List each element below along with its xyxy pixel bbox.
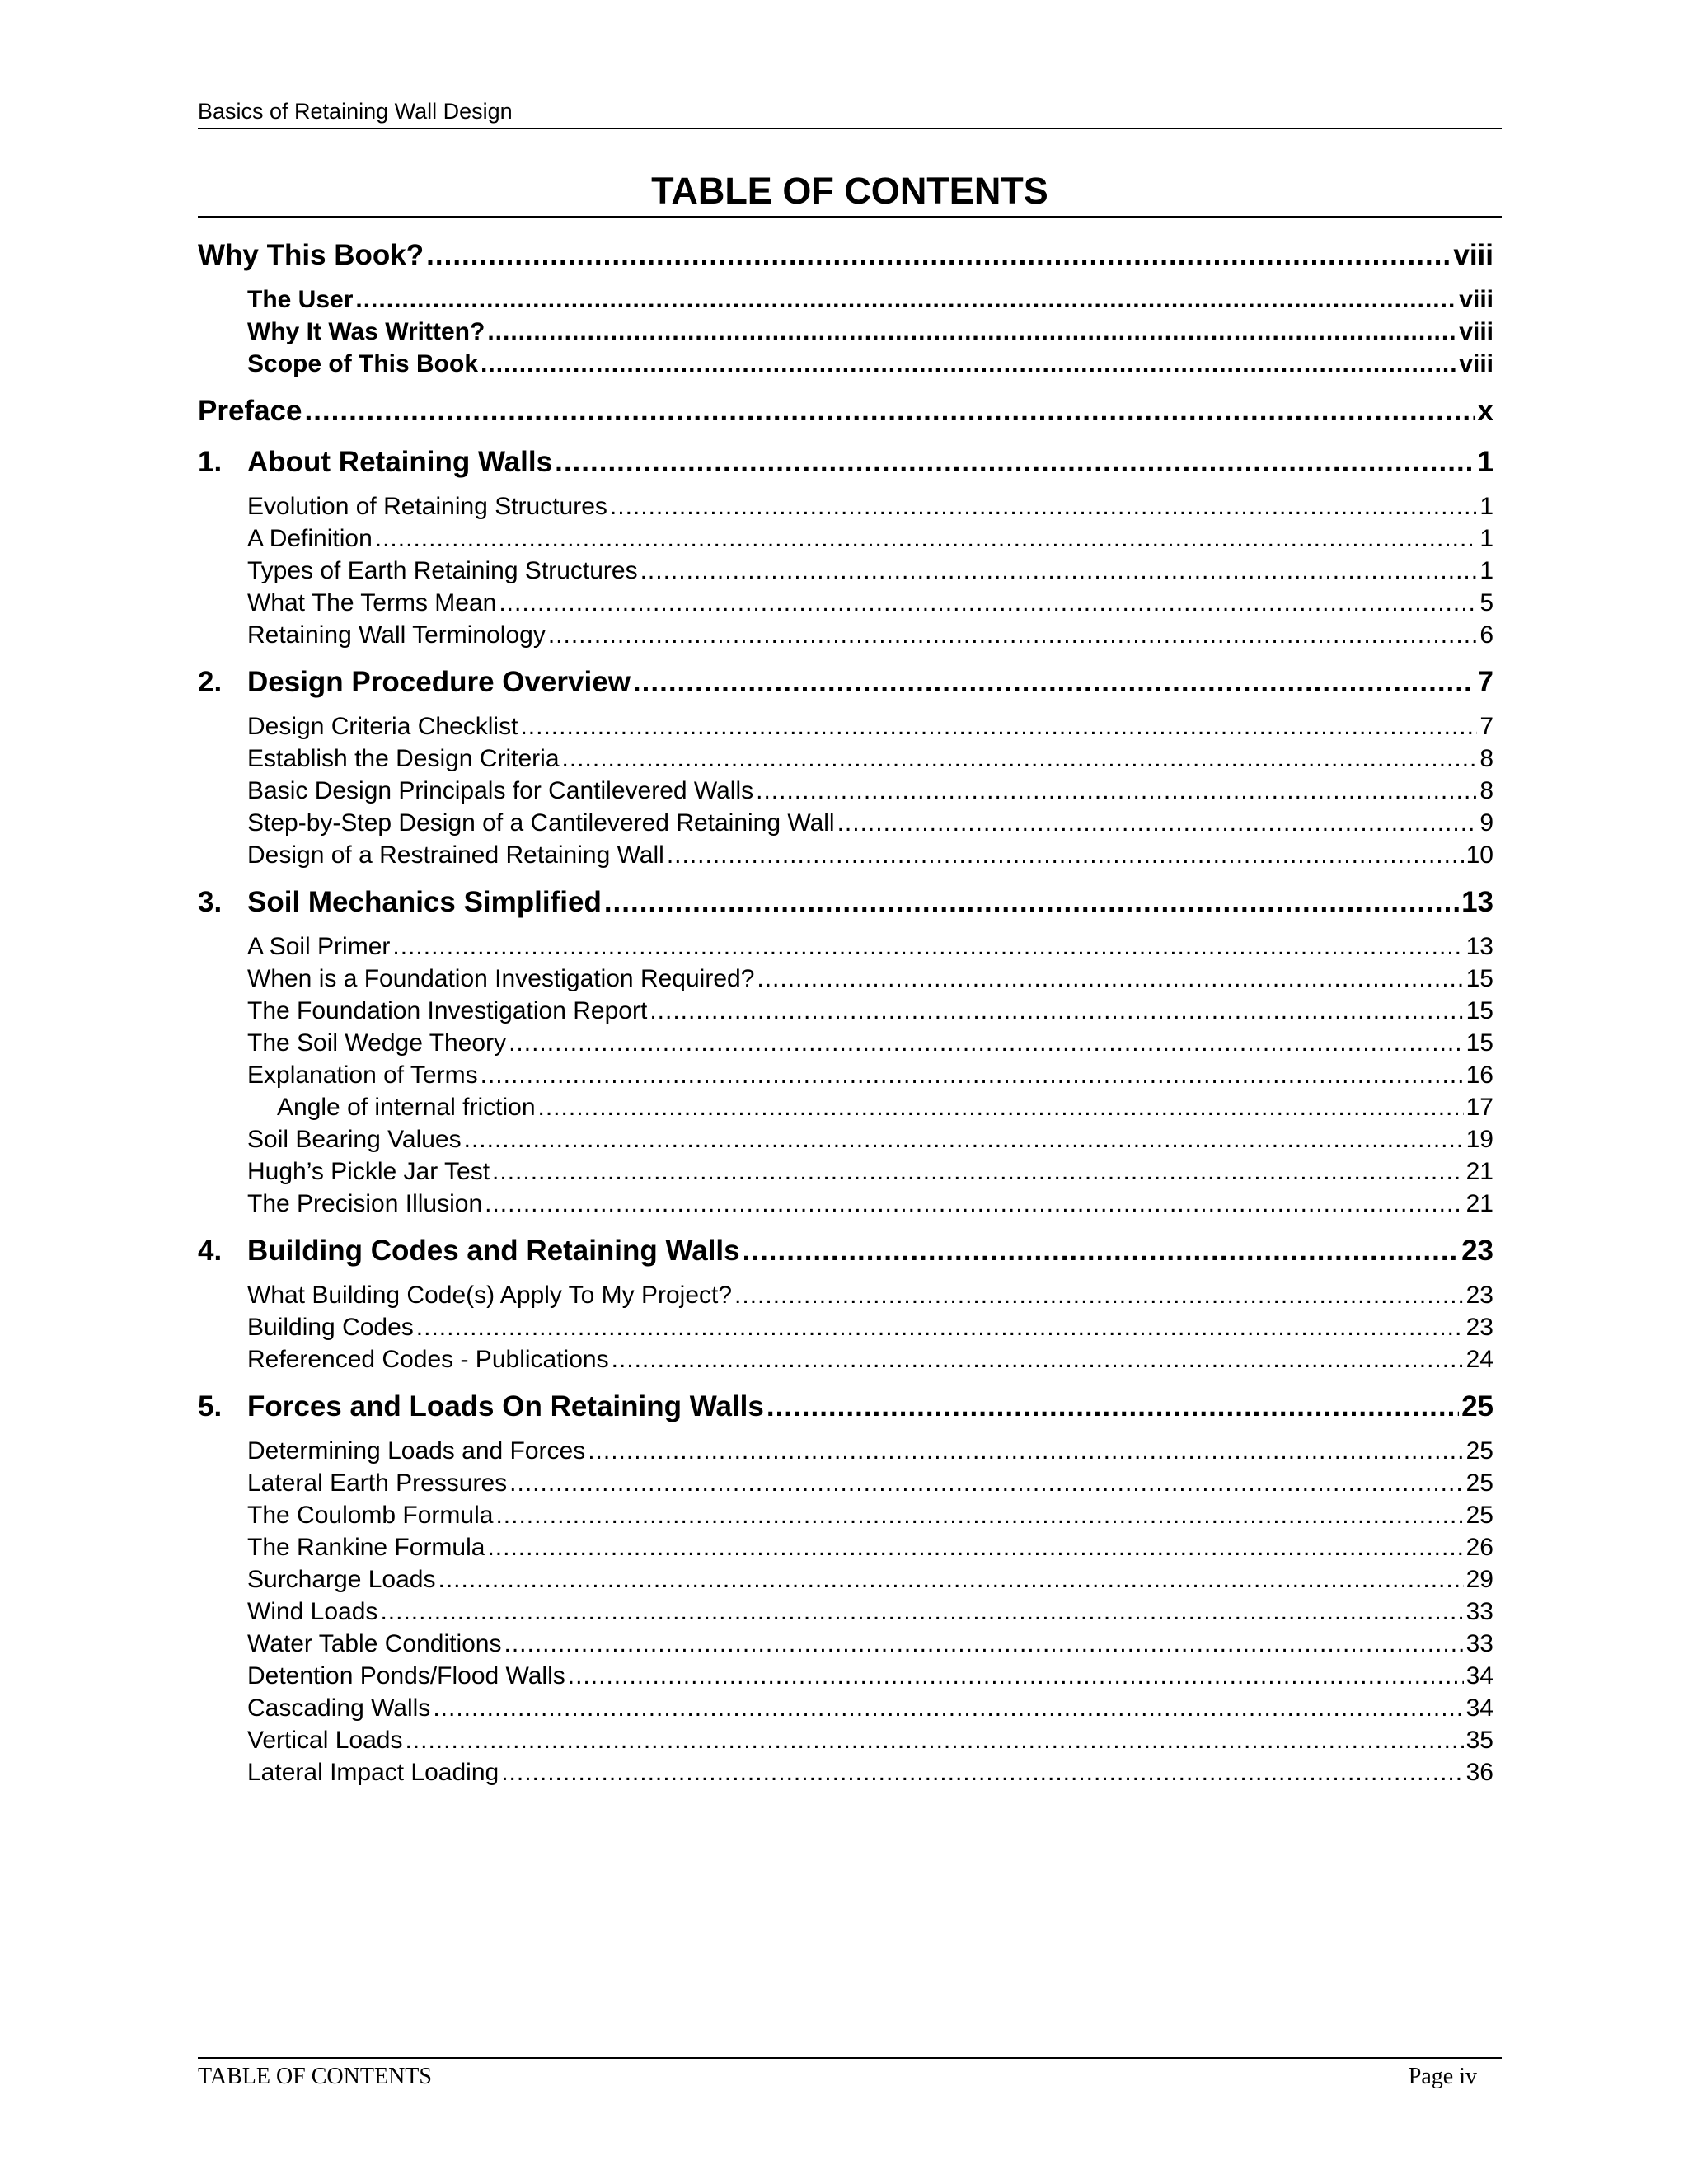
dot-leader [405,1724,1463,1756]
toc-subentry[interactable] [247,1563,1493,1596]
toc-subentry-page: 9 [1479,809,1493,837]
toc-subentry-title: The Coulomb Formula [247,1502,494,1529]
dot-leader [555,443,1475,482]
chapter-page: 23 [1461,1235,1493,1267]
toc-subentry[interactable] [247,995,1493,1027]
toc-subentry[interactable] [247,1724,1493,1756]
toc-subentry-page: 15 [1465,965,1493,992]
toc-subentry[interactable] [247,1155,1493,1188]
toc-subsection-list [198,1279,1493,1376]
toc-subentry-page: 1 [1479,525,1493,552]
toc-subentry[interactable] [247,839,1493,871]
toc-subentry-page: viii [1459,350,1493,377]
toc-subentry-title: Cascading Walls [247,1694,431,1722]
toc-subentry-page: 36 [1465,1759,1493,1786]
toc-subentry-title: Determining Loads and Forces [247,1437,586,1465]
toc-subentry[interactable] [247,963,1493,995]
toc-subentry[interactable] [247,348,1493,380]
toc-subentry-title: Water Table Conditions [247,1630,502,1657]
running-header [198,99,1502,129]
toc-subentry[interactable] [247,587,1493,619]
toc-subentry-page: 25 [1465,1502,1493,1529]
toc-subentry-page: 33 [1465,1598,1493,1625]
dot-leader [438,1563,1464,1596]
toc-subentry-nested[interactable] [247,1091,1493,1123]
toc-subentry-title: A Definition [247,525,373,552]
toc-entry-page: viii [1453,239,1493,271]
dot-leader [509,1027,1464,1059]
toc-chapter-4[interactable] [198,1231,1493,1271]
toc-entry-title: Preface [198,395,302,427]
running-title: Basics of Retaining Wall Design [198,99,513,124]
dot-leader [485,1188,1463,1220]
toc-subentry-page: 13 [1465,933,1493,960]
chapter-page: 1 [1477,446,1493,478]
dot-leader [757,963,1463,995]
toc-subentry[interactable] [247,1123,1493,1155]
toc-subentry[interactable] [247,523,1493,555]
table-of-contents [198,236,1493,1788]
page-footer [198,2057,1502,2090]
toc-subentry-page: 19 [1465,1126,1493,1153]
toc-subentry-title: Design of a Restrained Retaining Wall [247,841,664,869]
toc-subentry-page: 23 [1465,1282,1493,1309]
toc-subentry-page: 6 [1479,621,1493,649]
dot-leader [743,1231,1459,1271]
toc-subentry-page: 15 [1465,1029,1493,1057]
toc-subentry-page: 1 [1479,557,1493,584]
dot-leader [568,1660,1464,1692]
toc-subentry[interactable] [247,1596,1493,1628]
toc-subentry-title: Types of Earth Retaining Structures [247,557,638,584]
dot-leader [487,1531,1463,1563]
toc-subentry-title: Detention Ponds/Flood Walls [247,1662,565,1690]
toc-subentry-title: Lateral Impact Loading [247,1759,499,1786]
toc-subentry-page: 25 [1465,1437,1493,1465]
toc-subentry[interactable] [247,1660,1493,1692]
toc-subentry-page: 17 [1465,1094,1493,1121]
chapter-title: Design Procedure Overview [247,666,631,698]
chapter-page: 25 [1461,1390,1493,1422]
toc-chapter-1[interactable] [198,443,1493,482]
toc-subsection-list [198,930,1493,1220]
dot-leader [610,490,1477,523]
toc-subentry-title: Hugh’s Pickle Jar Test [247,1158,490,1185]
dot-leader [481,348,1456,380]
toc-subentry-page: 34 [1465,1662,1493,1690]
toc-subentry-title: Explanation of Terms [247,1062,478,1089]
toc-subentry[interactable] [247,930,1493,963]
toc-subentry-title: The Soil Wedge Theory [247,1029,507,1057]
toc-subentry[interactable] [247,316,1493,348]
toc-subentry-page: 26 [1465,1534,1493,1561]
dot-leader [501,1756,1463,1788]
toc-subentry-page: 8 [1479,745,1493,772]
dot-leader [667,839,1464,871]
toc-subentry-title: When is a Foundation Investigation Required? [247,965,755,992]
toc-subentry-title: Surcharge Loads [247,1566,436,1593]
dot-leader [504,1628,1464,1660]
toc-subentry-page: 23 [1465,1314,1493,1341]
toc-subentry-page: 21 [1465,1158,1493,1185]
dot-leader [538,1091,1464,1123]
toc-subentry[interactable] [247,1499,1493,1531]
toc-subentry[interactable] [247,619,1493,651]
dot-leader [612,1343,1464,1376]
toc-subentry[interactable] [247,743,1493,775]
chapter-number: 3. [198,886,223,918]
toc-subentry[interactable] [247,1467,1493,1499]
toc-subentry-title: Vertical Loads [247,1727,403,1754]
chapter-number: 2. [198,666,223,698]
toc-subentry-page: 16 [1465,1062,1493,1089]
toc-subentry-page: 1 [1479,493,1493,520]
toc-subentry[interactable] [247,1531,1493,1563]
dot-leader [495,1499,1463,1531]
toc-chapter-2[interactable] [198,663,1493,702]
toc-subentry-title: Why It Was Written? [247,318,485,345]
chapter-title: About Retaining Walls [247,446,553,478]
toc-subentry[interactable] [247,710,1493,743]
toc-subentry-page: 34 [1465,1694,1493,1722]
toc-subentry-title: The Foundation Investigation Report [247,997,648,1024]
toc-chapter-3[interactable] [198,883,1493,922]
chapter-number: 1. [198,446,223,478]
toc-subentry-title: Design Criteria Checklist [247,713,518,740]
dot-leader [520,710,1477,743]
toc-subentry-title: Wind Loads [247,1598,378,1625]
dot-leader [433,1692,1463,1724]
dot-leader [464,1123,1464,1155]
dot-leader [304,391,1475,431]
toc-subentry-title: The User [247,286,354,313]
toc-entry-title: Why This Book? [198,239,424,271]
toc-subsection-list [198,710,1493,871]
toc-subentry-page: 35 [1465,1727,1493,1754]
toc-subentry-page: viii [1459,318,1493,345]
dot-leader [756,775,1477,807]
chapter-number: 5. [198,1390,223,1422]
dot-leader [734,1279,1464,1311]
toc-subentry[interactable] [247,1027,1493,1059]
toc-subentry-title: Retaining Wall Terminology [247,621,546,649]
toc-subentry[interactable] [247,1756,1493,1788]
chapter-title: Soil Mechanics Simplified [247,886,602,918]
dot-leader [767,1387,1459,1427]
toc-subentry-title: What The Terms Mean [247,589,497,616]
dot-leader [499,587,1477,619]
dot-leader [640,555,1478,587]
toc-subentry-page: 8 [1479,777,1493,804]
toc-subentry-title: What Building Code(s) Apply To My Project? [247,1282,733,1309]
dot-leader [548,619,1477,651]
chapter-title: Building Codes and Retaining Walls [247,1235,740,1267]
toc-subentry-title: Soil Bearing Values [247,1126,462,1153]
toc-subentry-title: The Rankine Formula [247,1534,485,1561]
toc-subsection-list [198,284,1493,380]
page-title: TABLE OF CONTENTS [198,170,1502,218]
toc-subentry[interactable] [247,1343,1493,1376]
toc-subentry[interactable] [247,284,1493,316]
dot-leader [633,663,1475,702]
toc-entry-page: x [1477,395,1493,427]
dot-leader [649,995,1463,1027]
toc-subentry-page: 10 [1465,841,1493,869]
dot-leader [588,1435,1463,1467]
dot-leader [426,236,1451,275]
toc-subentry-title: The Precision Illusion [247,1190,483,1217]
toc-subentry[interactable] [247,807,1493,839]
toc-subsection-list [198,1435,1493,1788]
toc-subentry-page: 7 [1479,713,1493,740]
toc-subentry-page: 21 [1465,1190,1493,1217]
chapter-page: 7 [1477,666,1493,698]
toc-chapter-5[interactable] [198,1387,1493,1427]
dot-leader [355,284,1456,316]
dot-leader [375,523,1478,555]
dot-leader [380,1596,1463,1628]
toc-subentry[interactable] [247,1188,1493,1220]
toc-subentry-title: Evolution of Retaining Structures [247,493,607,520]
toc-subentry[interactable] [247,1628,1493,1660]
toc-subentry-title: Establish the Design Criteria [247,745,560,772]
toc-subentry[interactable] [247,1692,1493,1724]
toc-subentry-page: 24 [1465,1346,1493,1373]
toc-subentry[interactable] [247,775,1493,807]
toc-subentry-page: 25 [1465,1469,1493,1497]
toc-subentry-page: 33 [1465,1630,1493,1657]
toc-subentry-page: 15 [1465,997,1493,1024]
toc-subentry[interactable] [247,490,1493,523]
toc-subentry-title: Referenced Codes - Publications [247,1346,609,1373]
toc-subentry[interactable] [247,1435,1493,1467]
toc-subentry-page: 29 [1465,1566,1493,1593]
toc-subentry-title: Building Codes [247,1314,414,1341]
toc-subentry-title: Basic Design Principals for Cantilevered Walls [247,777,754,804]
chapter-title: Forces and Loads On Retaining Walls [247,1390,764,1422]
dot-leader [837,807,1478,839]
footer-page-number: Page iv [1408,2064,1477,2089]
toc-subsection-list [198,490,1493,651]
dot-leader [416,1311,1464,1343]
chapter-page: 13 [1461,886,1493,918]
dot-leader [492,1155,1464,1188]
toc-subentry-title: Step-by-Step Design of a Cantilevered Retaining Wall [247,809,835,837]
toc-subentry-title: A Soil Primer [247,933,391,960]
dot-leader [509,1467,1463,1499]
toc-subentry-page: viii [1459,286,1493,313]
toc-subentry[interactable] [247,1059,1493,1091]
toc-subentry-title: Lateral Earth Pressures [247,1469,508,1497]
dot-leader [487,316,1456,348]
dot-leader [392,930,1463,963]
chapter-number: 4. [198,1235,223,1267]
toc-subentry[interactable] [247,555,1493,587]
footer-section-title: TABLE OF CONTENTS [198,2064,432,2089]
toc-entry-why-this-book[interactable] [198,236,1493,275]
toc-subentry-title: Angle of internal friction [277,1094,536,1121]
toc-subentry[interactable] [247,1311,1493,1343]
toc-subentry[interactable] [247,1279,1493,1311]
toc-subentry-page: 5 [1479,589,1493,616]
dot-leader [562,743,1478,775]
dot-leader [481,1059,1464,1091]
toc-entry-preface[interactable] [198,391,1493,431]
dot-leader [604,883,1459,922]
toc-subentry-title: Scope of This Book [247,350,479,377]
